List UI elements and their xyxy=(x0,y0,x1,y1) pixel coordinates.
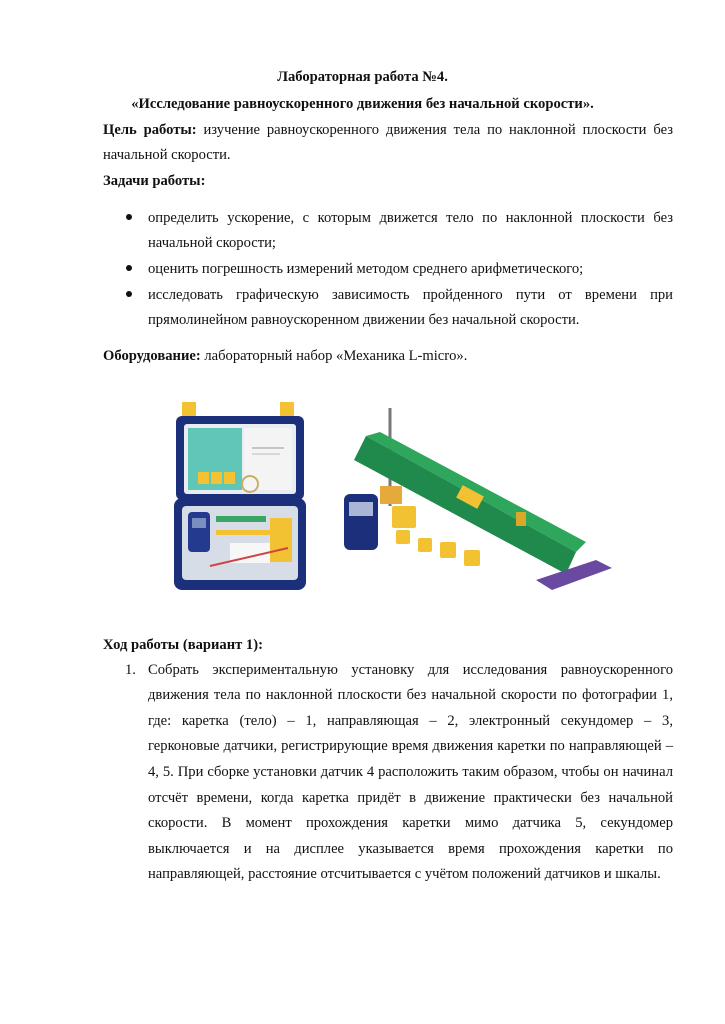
equipment-line xyxy=(103,347,467,365)
procedure-line: выключается и на дисплее указывается время прохождения каретки по xyxy=(148,841,673,857)
procedure-line: направляющей, расстояние отсчитывается с учётом положений датчиков и шкалы. xyxy=(148,866,661,882)
goal-label: Цель работы: xyxy=(103,122,197,138)
bullet-icon xyxy=(126,291,132,297)
inclined-plane-photo xyxy=(340,402,616,594)
page-title: Лабораторная работа №4. xyxy=(277,69,448,85)
procedure-line: скорости. В момент прохождения каретки мимо датчика 5, секундомер xyxy=(148,815,673,831)
task-1-line-2: начальной скорости; xyxy=(148,235,276,251)
task-3-line-2: прямолинейном равноускоренном движении без начальной скорости. xyxy=(148,312,580,328)
procedure-heading: Ход работы (вариант 1): xyxy=(103,637,263,653)
goal-line-1 xyxy=(103,121,673,139)
bullet-icon xyxy=(126,265,132,271)
procedure-line: где: каретка (тело) – 1, направляющая – 2, электронный секундомер – 3, xyxy=(148,713,673,729)
bullet-icon xyxy=(126,214,132,220)
goal-text: изучение равноускоренного движения тела по наклонной плоскости без xyxy=(203,122,673,138)
tasks-heading: Задачи работы: xyxy=(103,173,206,189)
page-subtitle: «Исследование равноускоренного движения без начальной скорости». xyxy=(131,96,594,112)
equipment-label: Оборудование: xyxy=(103,348,201,364)
procedure-line: отсчёт времени, когда каретка придёт в движение практически без начальной xyxy=(148,790,673,806)
task-3-line-1: исследовать графическую зависимость пройденного пути от времени при xyxy=(148,287,673,303)
task-2-line-1: оценить погрешность измерений методом среднего арифметического; xyxy=(148,261,584,277)
equipment-text: лабораторный набор «Механика L-micro». xyxy=(204,348,468,364)
step-number: 1. xyxy=(125,662,136,678)
task-1-line-1: определить ускорение, с которым движется тело по наклонной плоскости без xyxy=(148,210,673,226)
procedure-line: герконовые датчики, регистрирующие время движения каретки по направляющей – xyxy=(148,738,673,754)
goal-line-2: начальной скорости. xyxy=(103,147,231,163)
procedure-line: движения тела по наклонной плоскости без начальной скорости по фотографии 1, xyxy=(148,687,673,703)
procedure-line: 4, 5. При сборке установки датчик 4 расположить таким образом, чтобы он начинал xyxy=(148,764,673,780)
equipment-case-photo xyxy=(170,398,310,594)
procedure-line: Собрать экспериментальную установку для исследования равноускоренного xyxy=(148,662,673,678)
